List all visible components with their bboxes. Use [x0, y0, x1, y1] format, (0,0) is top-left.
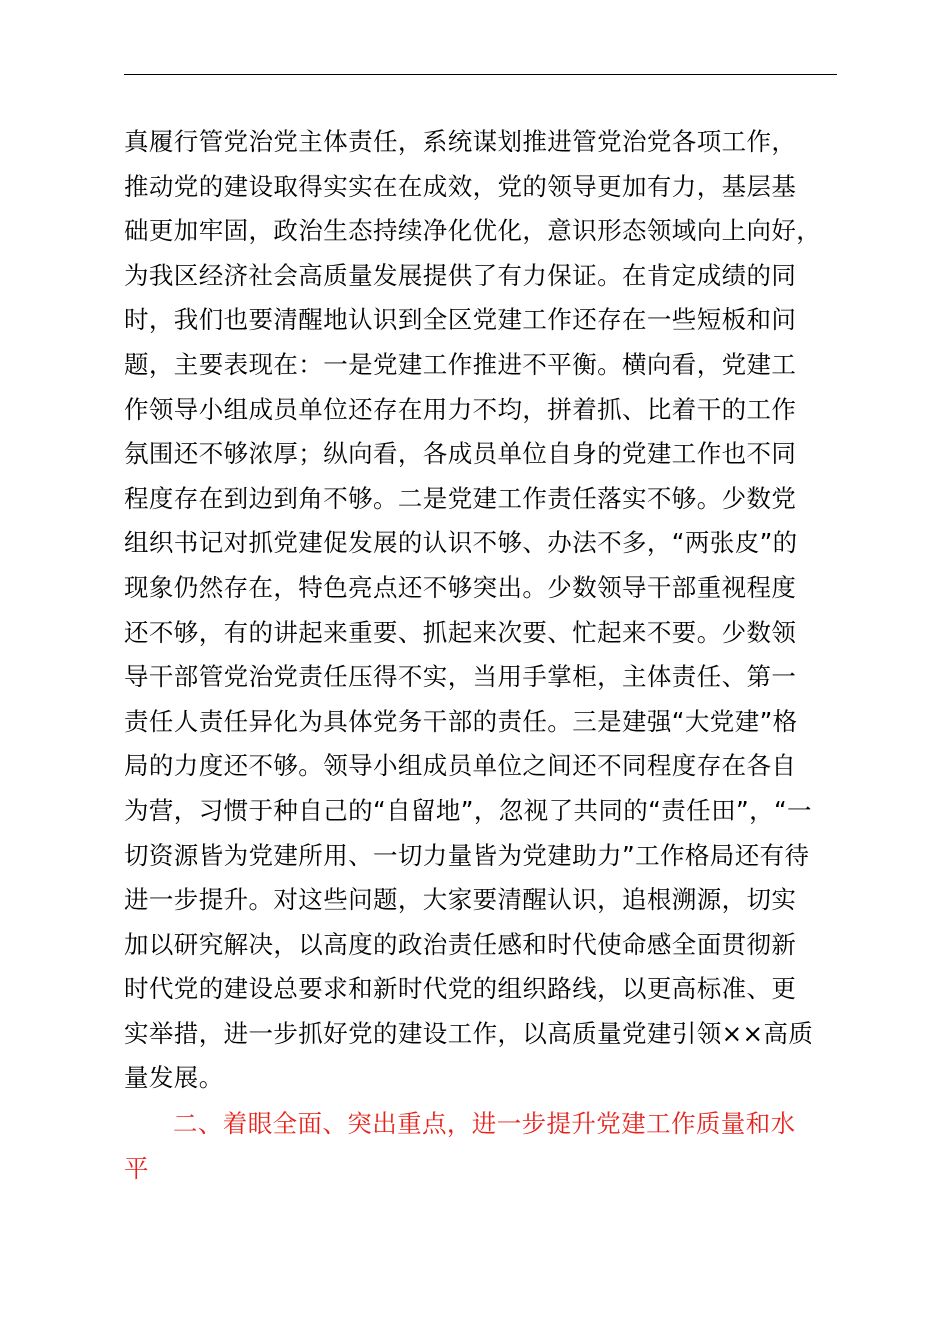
header-rule: [124, 74, 837, 75]
paragraph-line: 时，我们也要清醒地认识到全区党建工作还存在一些短板和问: [124, 305, 797, 335]
paragraph-line: 推动党的建设取得实实在在成效，党的领导更加有力，基层基: [124, 171, 797, 201]
paragraph-line: 还不够，有的讲起来重要、抓起来次要、忙起来不要。少数领: [124, 617, 797, 647]
paragraph-line: 量发展。: [124, 1063, 224, 1093]
paragraph-line: 时代党的建设总要求和新时代党的组织路线，以更高标准、更: [124, 974, 797, 1004]
body-paragraph: [124, 120, 837, 1101]
paragraph-line: 作领导小组成员单位还存在用力不均，拼着抓、比着干的工作: [124, 394, 797, 424]
paragraph-line: 现象仍然存在，特色亮点还不够突出。少数领导干部重视程度: [124, 572, 797, 602]
paragraph-line: 进一步提升。对这些问题，大家要清醒认识，追根溯源，切实: [124, 885, 797, 915]
section-heading-line: 二、着眼全面、突出重点，进一步提升党建工作质量和水: [173, 1109, 796, 1138]
section-heading-line: 平: [124, 1153, 149, 1183]
paragraph-line: 局的力度还不够。领导小组成员单位之间还不同程度存在各自: [124, 751, 797, 781]
paragraph-line: 础更加牢固，政治生态持续净化优化，意识形态领域向上向好，: [124, 216, 822, 246]
paragraph-line: 题，主要表现在：一是党建工作推进不平衡。横向看，党建工: [124, 349, 797, 379]
paragraph-line: 加以研究解决，以高度的政治责任感和时代使命感全面贯彻新: [124, 929, 797, 959]
paragraph-line: 组织书记对抓党建促发展的认识不够、办法不多，“两张皮”的: [124, 528, 798, 558]
paragraph-line: 真履行管党治党主体责任，系统谋划推进管党治党各项工作，: [124, 127, 797, 156]
section-heading: [124, 1102, 837, 1191]
paragraph-line: 氛围还不够浓厚；纵向看，各成员单位自身的党建工作也不同: [124, 439, 797, 469]
paragraph-line: 为我区经济社会高质量发展提供了有力保证。在肯定成绩的同: [124, 260, 797, 290]
paragraph-line: 导干部管党治党责任压得不实，当用手掌柜，主体责任、第一: [124, 662, 797, 692]
paragraph-line: 为营，习惯于种自己的“自留地”，忽视了共同的“责任田”，“一: [124, 795, 812, 825]
paragraph-line: 责任人责任异化为具体党务干部的责任。三是建强“大党建”格: [124, 706, 798, 736]
paragraph-line: 切资源皆为党建所用、一切力量皆为党建助力”工作格局还有待: [124, 840, 810, 870]
paragraph-line: 程度存在到边到角不够。二是党建工作责任落实不够。少数党: [124, 483, 797, 513]
paragraph-line: 实举措，进一步抓好党的建设工作，以高质量党建引领××高质: [124, 1018, 814, 1048]
